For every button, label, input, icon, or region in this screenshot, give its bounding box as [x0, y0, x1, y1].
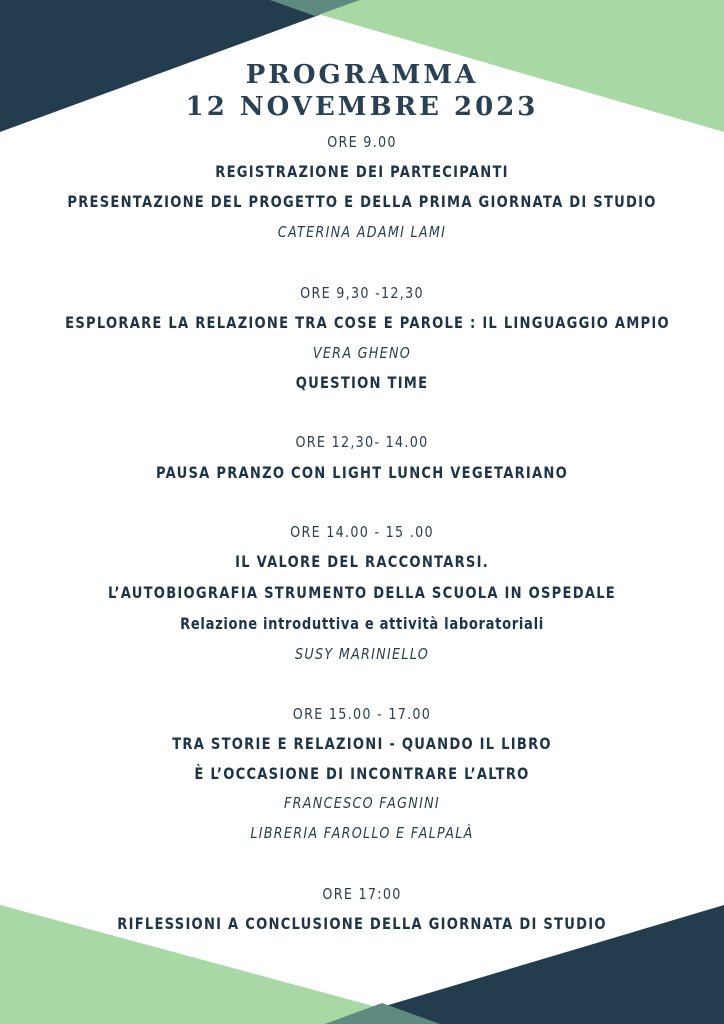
session-2-line-1: ESPLORARE LA RELAZIONE TRA COSE E PAROLE : IL LINGUAGGIO AMPIO	[65, 313, 670, 332]
session-4-line-1: IL VALORE DEL RACCONTARSI.	[235, 552, 489, 571]
session-4-speaker: SUSY MARINIELLO	[294, 645, 430, 663]
session-4-time: ORE 14.00 - 15 .00	[290, 523, 434, 541]
session-2-extra: QUESTION TIME	[295, 373, 429, 392]
session-5-speaker-1: FRANCESCO FAGNINI	[284, 794, 440, 812]
session-4-subtitle: Relazione introduttiva e attività laboratoriali	[180, 614, 544, 633]
session-5-line-1: TRA STORIE E RELAZIONI - QUANDO IL LIBRO	[172, 734, 552, 753]
session-3-time: ORE 12,30- 14.00	[295, 433, 429, 451]
title-line-2: 12 NOVEMBRE 2023	[185, 92, 539, 122]
session-6-line-1: RIFLESSIONI A CONCLUSIONE DELLA GIORNATA DI STUDIO	[117, 914, 607, 933]
session-2-time: ORE 9,30 -12,30	[300, 284, 424, 302]
session-5-time: ORE 15.00 - 17.00	[292, 705, 432, 723]
session-6-time: ORE 17:00	[322, 885, 402, 903]
session-5-speaker-2: LIBRERIA FAROLLO E FALPALÀ	[250, 824, 474, 842]
session-1-line-1: REGISTRAZIONE DEI PARTECIPANTI	[215, 162, 509, 181]
session-1-line-2: PRESENTAZIONE DEL PROGETTO E DELLA PRIMA GIORNATA DI STUDIO	[67, 192, 657, 211]
session-1-speaker: CATERINA ADAMI LAMI	[277, 223, 447, 241]
session-1-time: ORE 9.00	[327, 133, 397, 151]
session-4-line-2: L’AUTOBIOGRAFIA STRUMENTO DELLA SCUOLA IN OSPEDALE	[107, 583, 617, 602]
session-3-line-1: PAUSA PRANZO CON LIGHT LUNCH VEGETARIANO	[155, 463, 569, 482]
title-line-1: PROGRAMMA	[245, 60, 479, 90]
session-5-line-2: È L’OCCASIONE DI INCONTRARE L’ALTRO	[194, 764, 530, 783]
session-2-speaker: VERA GHENO	[312, 344, 412, 362]
